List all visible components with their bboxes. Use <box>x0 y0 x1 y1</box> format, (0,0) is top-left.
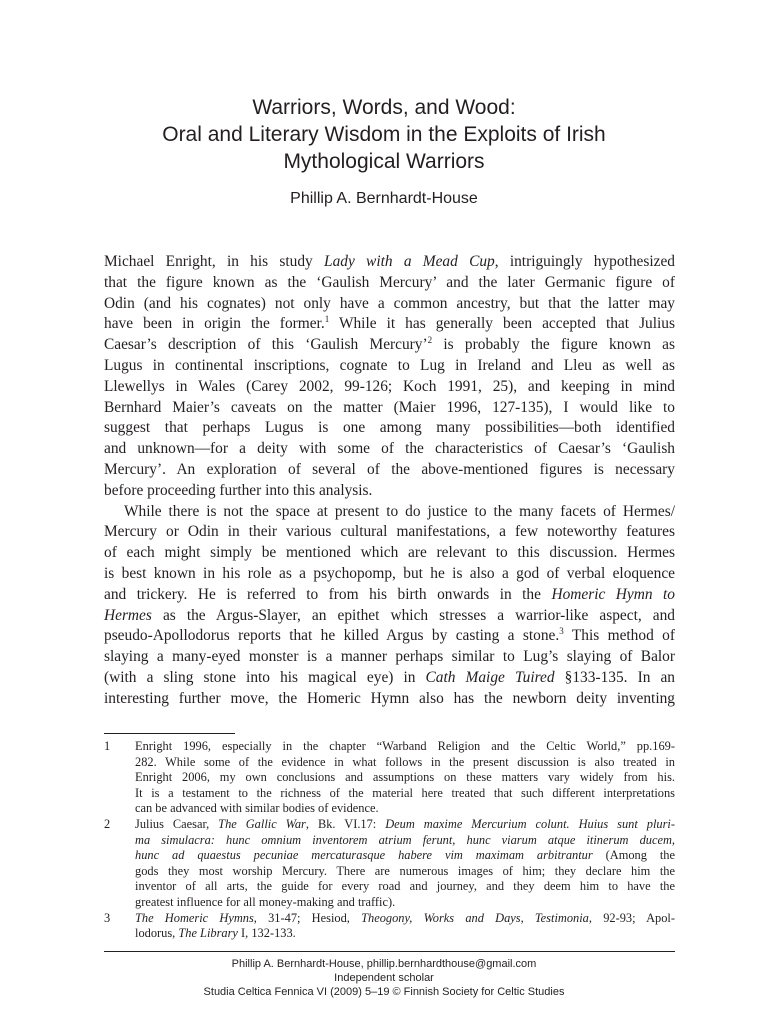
footnote-line: Julius Caesar, The Gallic War, Bk. VI.17: Deum maxime Mercurium colunt. Huius sunt pluri- <box>135 816 675 831</box>
body-line: before proceeding further into this analysis. <box>104 481 373 499</box>
author-affiliation: Independent scholar <box>334 972 434 984</box>
body-line: Bernhard Maier’s caveats on the matter (Maier 1996, 127-135), I would like to <box>104 398 675 416</box>
footnotes <box>104 739 675 942</box>
body-line: pseudo-Apollodorus reports that he killed Argus by casting a stone.$^3$ This method of <box>104 626 675 645</box>
body-line: Michael Enright, in his study Lady with a Mead Cup, intriguingly hypothesized <box>104 253 675 270</box>
body-line: Hermes as the Argus-Slayer, an epithet which stresses a warrior-like aspect, and <box>104 606 675 624</box>
footnote <box>104 817 675 911</box>
footnote-ref: 1 <box>324 314 330 325</box>
footnote-line: Enright 1996, especially in the chapter “Warband Religion and the Celtic World,” pp.169- <box>135 739 675 753</box>
body-line: is best known in his role as a psychopomp, but he is also a god of verbal eloquence <box>104 564 675 582</box>
body-line: that the figure known as the ‘Gaulish Mercury’ and the later Germanic figure of <box>104 273 675 291</box>
footnote-separator <box>104 733 235 734</box>
footnote <box>104 739 675 817</box>
footnote-line: It is a testament to the richness of the material here treated that such different interpretations <box>135 785 675 800</box>
body-line: Caesar’s description of this ‘Gaulish Mercury’$^2$ is probably the figure known as <box>104 335 675 354</box>
body-line: Mercury or Odin in their various cultural manifestations, a few noteworthy features <box>104 523 675 541</box>
footnote-text <box>135 817 675 911</box>
footnote-line: The Homeric Hymns, 31-47; Hesiod, Theogony, Works and Days, Testimonia, 92-93; Apol- <box>135 910 675 925</box>
body-text <box>104 252 675 710</box>
journal-citation: Studia Celtica Fennica VI (2009) 5–19 © Finnish Society for Celtic Studies <box>203 986 565 998</box>
body-line: and trickery. He is referred to from his birth onwards in the Homeric Hymn to <box>104 585 675 603</box>
body-line: slaying a many-eyed monster is a manner perhaps similar to Lug’s slaying of Balor <box>104 648 675 666</box>
footnote-line: can be advanced with similar bodies of evidence. <box>135 801 379 816</box>
footnote-ref: 3 <box>559 626 564 637</box>
body-line: Llewellys in Wales (Carey 2002, 99-126; Koch 1991, 25), and keeping in mind <box>104 377 675 395</box>
body-line: interesting further move, the Homeric Hymn also has the newborn deity inventing <box>104 689 675 707</box>
title-line: Mythological Warriors <box>283 150 485 173</box>
body-line: (with a sling stone into his magical eye) in Cath Maige Tuired §133-135. In an <box>104 668 676 686</box>
page-footer <box>0 957 768 999</box>
footnote-number: 2 <box>104 816 111 831</box>
footnote-line: ma simulacra: hunc omnium inventorem atrium ferunt, hunc viarum atque itinerum ducem, <box>135 832 675 847</box>
title-line: Oral and Literary Wisdom in the Exploits of Irish <box>162 123 606 146</box>
article-title <box>0 94 768 175</box>
title-line: Warriors, Words, and Wood: <box>252 96 516 119</box>
footnote-line: Enright 2006, my own conclusions and assumptions on these matters vary widely from his. <box>135 770 675 785</box>
body-line: of each might simply be mentioned which are relevant to this discussion. Hermes <box>104 544 675 562</box>
body-line: Lugus in continental inscriptions, cognate to Lug in Ireland and Lleu as well as <box>104 356 675 374</box>
body-line: have been in origin the former.$^1$ While it has generally been accepted that Julius <box>104 314 675 333</box>
footnote-ref: 2 <box>427 335 433 346</box>
body-line: Odin (and his cognates) not only have a common ancestry, but that the latter may <box>104 294 675 312</box>
body-line: While there is not the space at present to do justice to the many facets of Hermes/ <box>124 502 675 520</box>
footnote-line: lodorus, The Library I, 132-133. <box>135 926 296 941</box>
footnote-number: 3 <box>104 910 111 925</box>
footer-separator <box>104 951 675 952</box>
footnote <box>104 911 675 942</box>
footnote-number: 1 <box>104 739 111 753</box>
footnote-line: inventor of all arts, the guide for every road and journey, and they deem him to have the <box>135 879 675 894</box>
article-author: Phillip A. Bernhardt-House <box>290 190 478 207</box>
footnote-line: gods they most worship Mercury. There are numerous images of him; they declare him the <box>135 863 675 878</box>
body-line: and unknown—for a deity with some of the characteristics of Caesar’s ‘Gaulish <box>104 440 675 458</box>
author-contact: Phillip A. Bernhardt-House, phillip.bernhardthouse@gmail.com <box>231 958 537 970</box>
footnote-text <box>135 739 675 817</box>
footnote-line: hunc ad quaestus pecuniae mercaturasque habere vim maximam arbitrantur (Among the <box>135 848 675 863</box>
footnote-line: 282. While some of the evidence in what follows in the present discussion is also treated in <box>135 754 675 769</box>
body-line: suggest that perhaps Lugus is one among many possibilities—both identified <box>104 419 675 437</box>
footnote-line: greatest influence for all money-making and traffic). <box>135 894 396 909</box>
body-line: Mercury’. An exploration of several of the above-mentioned figures is necessary <box>104 460 675 478</box>
footnote-text <box>135 911 675 942</box>
